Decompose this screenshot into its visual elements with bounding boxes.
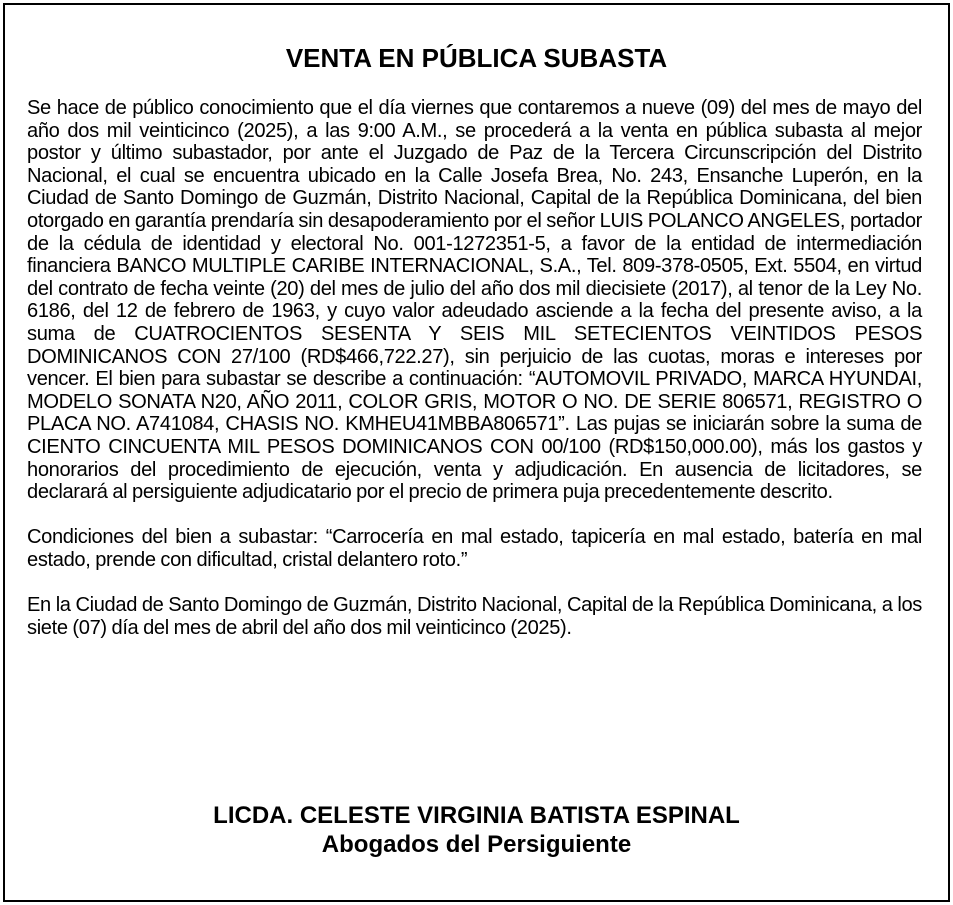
paragraph-date-location: En la Ciudad de Santo Domingo de Guzmán, Distrito Nacional, Capital de la República Dominicana, a los siete (07) día del mes de abril del año dos mil veinticinco (2025). — [27, 594, 922, 639]
notice-title: VENTA EN PÚBLICA SUBASTA — [285, 43, 668, 73]
notice-body — [27, 97, 922, 639]
signature-block — [5, 801, 948, 859]
paragraph-auction-details: Se hace de público conocimiento que el día viernes que contaremos a nueve (09) del mes de mayo del año dos mil veinticinco (2025), a las 9:00 A.M., se procederá a la venta en pública subasta al mejor postor y último subastador, por ante el Juzgado de Paz de la Tercera Circunscripción del Distrito Nacional, el cual se encuentra ubicado en la Calle Josefa Brea, No. 243, Ensanche Luperón, en la Ciudad de Santo Domingo de Guzmán, Distrito Nacional, Capital de la República Dominicana, del bien otorgado en garantía prendaría sin desapoderamiento por el señor LUIS POLANCO ANGELES, portador de la cédula de identidad y electoral No. 001-1272351-5, a favor de la entidad de intermediación financiera BANCO MULTIPLE CARIBE INTERNACIONAL, S.A., Tel. 809-378-0505, Ext. 5504, en virtud del contrato de fecha veinte (20) del mes de julio del año dos mil diecisiete (2017), al tenor de la Ley No. 6186, del 12 de febrero de 1963, y cuyo valor adeudado asciende a la fecha del presente aviso, a la suma de CUATROCIENTOS SESENTA Y SEIS MIL SETECIENTOS VEINTIDOS PESOS DOMINICANOS CON 27/100 (RD$466,722.27), sin perjuicio de las cuotas, moras e intereses por vencer. El bien para subastar se describe a continuación: “AUTOMOVIL PRIVADO, MARCA HYUNDAI, MODELO SONATA N20, AÑO 2011, COLOR GRIS, MOTOR O NO. DE SERIE 806571, REGISTRO O PLACA NO. A741084, CHASIS NO. KMHEU41MBBA806571”. Las pujas se iniciarán sobre la suma de CIENTO CINCUENTA MIL PESOS DOMINICANOS CON 00/100 (RD$150,000.00), más los gastos y honorarios del procedimiento de ejecución, venta y adjudicación. En ausencia de licitadores, se declarará al persiguiente adjudicatario por el precio de primera puja precedentemente descrito. — [27, 97, 922, 504]
signatory-role: Abogados del Persiguiente — [321, 831, 632, 858]
legal-notice — [3, 3, 950, 902]
signatory-name: LICDA. CELESTE VIRGINIA BATISTA ESPINAL — [213, 802, 740, 829]
paragraph-conditions: Condiciones del bien a subastar: “Carrocería en mal estado, tapicería en mal estado, batería en mal estado, prende con dificultad, cristal delantero roto.” — [27, 526, 922, 571]
